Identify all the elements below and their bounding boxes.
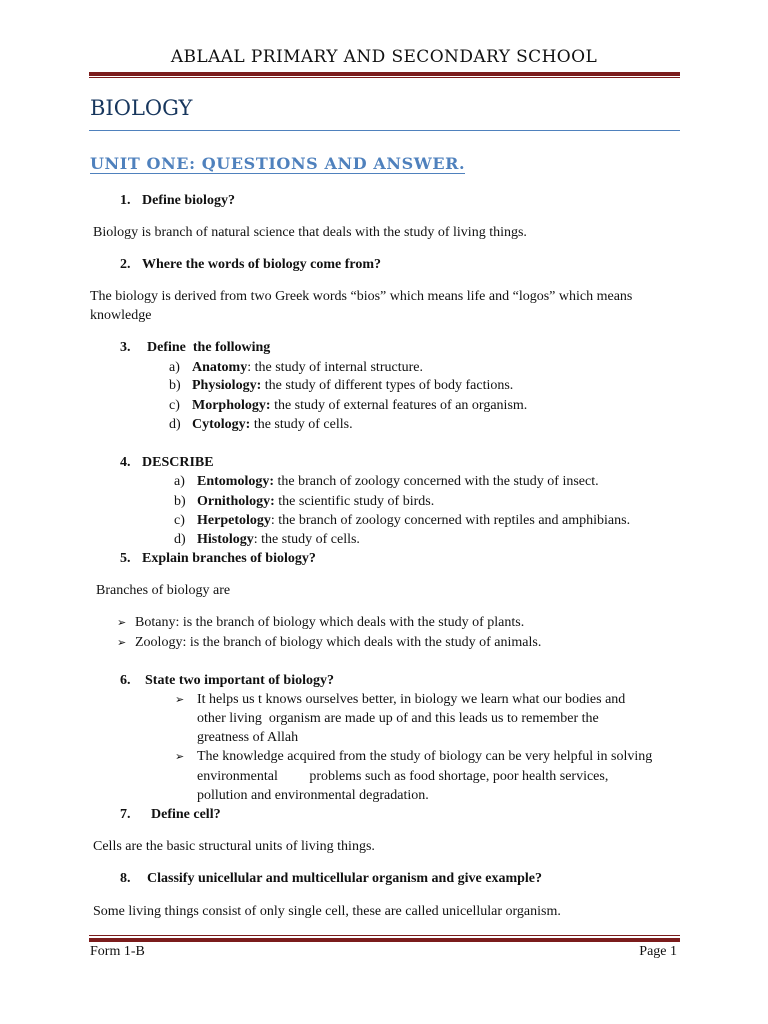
bullet-glyph [175,692,193,708]
question-text: Define biology? [142,193,235,208]
bullet-line: It helps us t knows ourselves better, in biology we learn what our bodies and [197,692,626,707]
question-7 [120,807,221,823]
question-3 [120,340,270,356]
bullet-line: greatness of Allah [197,730,299,745]
footer-form-label: Form 1-B [90,944,145,959]
item-term: Physiology: [192,378,262,393]
question-5 [120,551,316,567]
list-item [169,398,527,414]
item-term: Herpetology [197,513,271,528]
list-item [174,474,599,490]
question-8 [120,871,542,887]
item-term: Histology [197,532,254,547]
item-letter: d) [174,532,186,547]
question-text: Explain branches of biology? [142,551,316,566]
question-number: 6. [120,673,131,688]
footer-rule [89,938,680,942]
item-definition: the study of external features of an organism. [270,398,528,413]
list-item [169,417,353,433]
bullet-line: The knowledge acquired from the study of biology can be very helpful in solving [197,749,653,764]
item-definition: : the study of internal structure. [247,360,423,375]
item-term: Ornithology: [197,494,275,509]
question-text: Define cell? [151,807,221,822]
list-item [174,513,630,529]
unit-heading [90,154,465,173]
item-term: Morphology: [192,398,271,413]
bullet-item [117,635,541,651]
list-item [174,494,434,510]
arrow-bullet-icon: ➢ [175,694,185,706]
item-letter: a) [174,474,185,489]
question-4 [120,455,214,471]
item-definition: the study of cells. [250,417,353,432]
school-header: ABLAAL PRIMARY AND SECONDARY SCHOOL [170,47,598,67]
title-divider [89,130,680,131]
question-number: 3. [120,340,131,355]
bullet-item [117,615,524,631]
header-rule-thin [89,77,680,78]
page-number: Page 1 [639,944,677,959]
bullet-text: Botany: is the branch of biology which deals with the study of plants. [135,615,525,630]
question-number: 1. [120,193,131,208]
question-text: Where the words of biology come from? [142,257,381,272]
question-text: DESCRIBE [142,455,214,470]
answer-2-line-1: The biology is derived from two Greek words “bios” which means life and “logos” which means [90,289,633,304]
question-number: 2. [120,257,131,272]
unit-heading-text: UNIT ONE: QUESTIONS AND ANSWER. [90,154,466,173]
header-rule [89,72,680,76]
document-title: BIOLOGY [90,96,193,120]
item-term: Entomology: [197,474,274,489]
item-definition: : the study of cells. [253,532,360,547]
question-text: State two important of biology? [145,673,334,688]
answer-2-line-2: knowledge [90,308,152,323]
item-definition: the branch of zoology concerned with the study of insect. [274,474,599,489]
arrow-bullet-icon: ➢ [117,617,127,629]
item-definition: the study of different types of body factions. [261,378,514,393]
question-number: 8. [120,871,131,886]
list-item [169,378,513,394]
item-letter: a) [169,360,180,375]
question-text: Define the following [147,340,271,355]
answer-8: Some living things consist of only single cell, these are called unicellular organism. [93,904,561,919]
bullet-glyph [175,749,193,765]
item-letter: b) [169,378,181,393]
question-2 [120,257,381,273]
item-term: Cytology: [192,417,251,432]
bullet-line: environmental problems such as food shortage, poor health services, [197,769,609,784]
answer-5-intro: Branches of biology are [96,583,231,598]
item-letter: c) [169,398,180,413]
answer-1: Biology is branch of natural science that deals with the study of living things. [93,225,527,240]
list-item [174,532,360,548]
item-letter: c) [174,513,185,528]
item-letter: d) [169,417,181,432]
question-number: 4. [120,455,131,470]
answer-7: Cells are the basic structural units of living things. [93,839,375,854]
item-letter: b) [174,494,186,509]
arrow-bullet-icon: ➢ [175,751,185,763]
question-1 [120,193,235,209]
bullet-line: other living organism are made up of and this leads us to remember the [197,711,599,726]
question-number: 5. [120,551,131,566]
item-definition: : the branch of zoology concerned with reptiles and amphibians. [270,513,631,528]
bullet-line: pollution and environmental degradation. [197,788,429,803]
list-item [169,360,423,376]
bullet-text: Zoology: is the branch of biology which deals with the study of animals. [135,635,542,650]
arrow-bullet-icon: ➢ [117,637,127,649]
item-term: Anatomy [192,360,248,375]
question-text: Classify unicellular and multicellular organism and give example? [147,871,543,886]
footer-rule-thin [89,935,680,936]
question-6 [120,673,334,689]
item-definition: the scientific study of birds. [274,494,435,509]
question-number: 7. [120,807,131,822]
